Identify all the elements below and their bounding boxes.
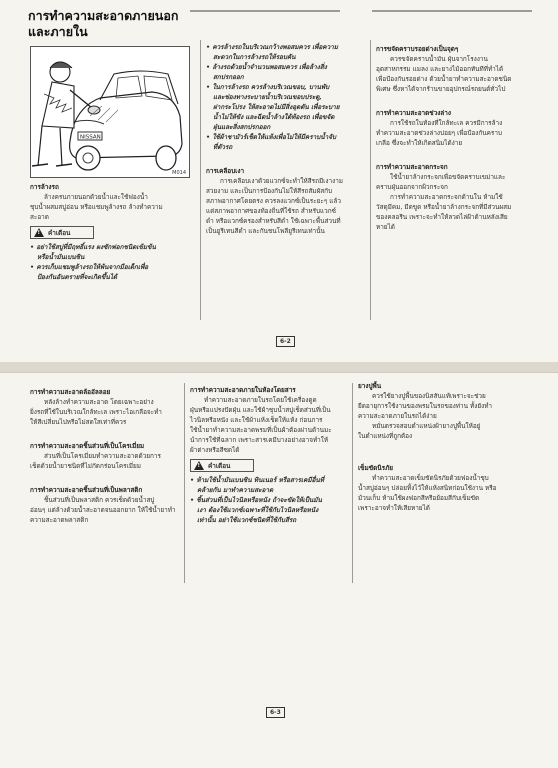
warning-box bbox=[190, 459, 254, 472]
warning-item-cont: ป้องกันอันตรายที่จะเกิดขึ้นได้ bbox=[37, 273, 118, 281]
glass-line: คราบฝุ่นออกจากผิวกระจก bbox=[376, 183, 448, 191]
wash-tip: • ควรล้างรถในบริเวณกว้างพอสมควร เพื่อความ bbox=[206, 43, 338, 51]
plastic-line: ชิ้นส่วนที่เป็นพลาสติก ควรเช็ดด้วยน้ำสบู่ bbox=[44, 496, 155, 504]
underbody-heading: การทำความสะอาดช่วงล่าง bbox=[376, 109, 451, 117]
page-number: 6-3 bbox=[266, 707, 285, 718]
polish-heading: การเคลือบเงา bbox=[206, 167, 245, 175]
interior-line: ฝุ่นหรือแปรงปัดฝุ่น และใช้ผ้าชุบน้ำสบู่เช็ดส่วนที่เป็น bbox=[190, 406, 331, 414]
warning-item-cont: หรือน้ำมันเบนซิน bbox=[37, 253, 85, 261]
floor-mat-line: ยืดอายุการใช้งานของพรมในรถของท่าน ทั้งยังทำ bbox=[358, 402, 492, 410]
right-column bbox=[358, 381, 536, 513]
warning-item-cont: เท่านั้น อย่าใช้แวกซ์ชนิดที่ใช้กับสีรถ bbox=[197, 516, 297, 524]
warning-item-cont: เงา ต้องใช้แวกซ์เฉพาะที่ใช้กับไวนิลหรือหนัง bbox=[197, 506, 319, 514]
car-wash-line: ชุบน้ำผสมสบู่อ่อน หรือแชมพูล้างรถ ล้างทำความ bbox=[30, 203, 163, 211]
glass-heading: การทำความสะอาดกระจก bbox=[376, 163, 448, 171]
rust-line: พิเศษ ซึ่งหาได้จากร้านขายอุปกรณ์รถยนต์ทั่วไป bbox=[376, 85, 506, 93]
chrome-heading: การทำความสะอาดชิ้นส่วนที่เป็นโครเมี่ยม bbox=[30, 442, 145, 450]
chrome-line: เช็ดด้วยน้ำยาชนิดที่ไม่กัดกร่อนโครเมี่ยม bbox=[30, 462, 141, 470]
interior-line: ทำความสะอาดภายในรถโดยใช้เครื่องดูด bbox=[204, 396, 317, 404]
svg-text:NISSAN: NISSAN bbox=[80, 134, 101, 141]
underbody-line: ทำความสะอาดช่วงล่างบ่อยๆ เพื่อป้องกันคราบ bbox=[376, 129, 502, 137]
wash-tip-cont: ฝุ่นและสิ่งสกปรกออก bbox=[213, 123, 271, 131]
warning-item: • ชิ้นส่วนที่เป็นไวนิลหรือหนัง ถ้าจะขัดให้เป็นมัน bbox=[190, 496, 322, 504]
chrome-line: ส่วนที่เป็นโครเมี่ยมทำความสะอาดด้วยการ bbox=[44, 452, 161, 460]
seat-belt-heading: เข็มขัดนิรภัย bbox=[358, 464, 394, 472]
column-divider bbox=[200, 40, 201, 320]
glass-line: การทำความสะอาดกระจกด้านใน ห้ามใช้ bbox=[390, 193, 503, 201]
manual-page-6-3 bbox=[0, 372, 558, 768]
column-divider bbox=[370, 40, 371, 320]
floor-mat-heading: ยางปูพื้น bbox=[358, 382, 382, 390]
glass-line: วัสดุมีคม, มีดขูด หรือน้ำยาล้างกระจกที่มีส่วนผสม bbox=[376, 203, 512, 211]
polish-line: สภาพอากาศโดยตรง ควรลงแวกซ์เป็นระยะๆ แล้ว bbox=[206, 197, 341, 205]
warning-item: • ห้ามใช้น้ำมันเบนซิน ทินเนอร์ หรือสารเคมีอื่นที่ bbox=[190, 476, 324, 484]
wash-tip: • ล้างรถด้วยน้ำจำนวนพอสมควร เพื่อล้างสิ่ง bbox=[206, 63, 327, 71]
title-rule-right bbox=[372, 10, 532, 12]
floor-mat-line: ความสะอาดภายในรถได้ง่าย bbox=[358, 412, 437, 420]
polish-line: เป็นยูรีเทนสีดำ และกันชนโพลียูรีเทนเท่านั้น bbox=[206, 227, 325, 235]
interior-heading: การทำความสะอาดภายในห้องโดยสาร bbox=[190, 386, 296, 394]
plastic-heading: การทำความสะอาดชิ้นส่วนที่เป็นพลาสติก bbox=[30, 486, 143, 494]
car-wash-illustration bbox=[30, 46, 190, 178]
wheel-line: ให้สีเปลี่ยนไปหรือไม่สดใสเท่าที่ควร bbox=[30, 418, 127, 426]
wash-tip-cont: สะดวกในการล้างรถให้รอบคัน bbox=[213, 53, 296, 61]
glass-line: ของคลอรีน เพราะจะทำให้ลวดไล่ฝ้าด้านหลังเสีย bbox=[376, 213, 508, 221]
underbody-line: เกลือ ซึ่งจะทำให้เกิดสนิมได้ง่าย bbox=[376, 139, 463, 147]
middle-column bbox=[206, 42, 366, 236]
interior-line: ผ้าต่างหรือสีซดได้ bbox=[190, 446, 240, 454]
car-wash-line: ล้างครบภายนอกด้วยน้ำและใช้ฟองน้ำ bbox=[44, 193, 148, 201]
wash-tip-cont: และช่องทางระบายน้ำบริเวณขอบประตู, bbox=[213, 93, 322, 101]
car-wash-heading: การล้างรถ bbox=[30, 183, 59, 191]
page-number: 6-2 bbox=[276, 336, 295, 347]
glass-line: หายได้ bbox=[376, 223, 395, 231]
middle-column bbox=[190, 385, 348, 525]
wheel-line: หลังล้างทำความสะอาด โดยเฉพาะอย่าง bbox=[44, 398, 154, 406]
interior-line: นำการใช้ที่ฉลาก เพราะสารเคมีบางอย่างอาจทำให้ bbox=[190, 436, 329, 444]
floor-mat-line: ในตำแหน่งที่ถูกต้อง bbox=[358, 432, 413, 440]
polish-line: แต่สภาพอากาศของท้องถิ่นที่ใช้รถ สำหรับแวกซ์ bbox=[206, 207, 336, 215]
car-wash-drawing bbox=[30, 46, 190, 178]
illustration-code: M014 bbox=[172, 170, 186, 176]
manual-page-6-2 bbox=[0, 0, 558, 362]
wash-tip-cont: น้ำไม่ให้ขัง และฉีดน้ำล้างใต้ท้องรถ เพื่อขจัด bbox=[213, 113, 335, 121]
underbody-line: การใช้รถในท้องที่ใกล้ทะเล ควรมีการล้าง bbox=[390, 119, 503, 127]
warning-item: • ควรเก็บแชมพูล้างรถให้พ้นจากมือเด็กเพื่อ bbox=[30, 263, 149, 271]
seat-belt-line: ทำความสะอาดเข็มขัดนิรภัยด้วยฟองน้ำชุบ bbox=[372, 474, 489, 482]
warning-label: คำเตือน bbox=[208, 461, 231, 470]
glass-line: ใช้น้ำยาล้างกระจกเพื่อขจัดคราบเขม่าและ bbox=[390, 173, 506, 181]
floor-mat-line: ควรใช้ยางปูพื้นของนิสสันแท้เพราะจะช่วย bbox=[372, 392, 486, 400]
right-column bbox=[376, 44, 536, 232]
floor-mat-line: หมั่นตรวจสอบตำแหน่งผ้ายางปูพื้นให้อยู่ bbox=[372, 422, 481, 430]
wheel-heading: การทำความสะอาดล้ออัลลอย bbox=[30, 388, 111, 396]
rust-line: เพื่อป้องกันรอยด่าง ด้วยน้ำยาทำความสะอาดชนิด bbox=[376, 75, 512, 83]
left-column bbox=[30, 387, 180, 525]
rust-heading: การขจัดคราบรอยด่างเป็นจุดๆ bbox=[376, 45, 459, 53]
seat-belt-line: ม้วนเก็บ ห้ามใช้ผงฟอกสีหรือย้อมสีกับเข็มขัด bbox=[358, 494, 480, 502]
warning-item: • อย่าใช้สบู่ที่มีฤทธิ์แรง ผงซักฟอกชนิดเข้มข้น bbox=[30, 243, 156, 251]
polish-line: การเคลือบเงาด้วยแวกซ์จะทำให้สีรถมีเงางาม bbox=[220, 177, 343, 185]
warning-item-cont: คล้ายกัน มาทำความสะอาด bbox=[197, 486, 274, 494]
wash-tip-cont: สกปรกออก bbox=[213, 73, 244, 81]
title-rule bbox=[190, 10, 340, 12]
wash-tip-cont: ฝากระโปรง ให้สะอาดไม่มีสิ่งอุดตัน เพื่อระบาย bbox=[213, 103, 340, 111]
wash-tip-cont: ที่ตัวรถ bbox=[213, 143, 233, 151]
plastic-line: อ่อนๆ แต่ล้างด้วยน้ำสะอาดจนออกยาก ให้ใช้น้ำยาทำ bbox=[30, 506, 176, 514]
warning-label: คำเตือน bbox=[48, 228, 71, 237]
page-title: การทำความสะอาดภายนอก และภายใน bbox=[28, 8, 179, 39]
wash-tip: • ใช้ผ้าชามัวร์เช็ดให้แห้งเพื่อไม่ให้มีคราบน้ำจับ bbox=[206, 133, 337, 141]
warning-triangle-icon: ! bbox=[34, 228, 44, 237]
seat-belt-line: น้ำสบู่อ่อนๆ ปล่อยทิ้งไว้ให้แห้งสนิทก่อนใช้งาน หรือ bbox=[358, 484, 497, 492]
interior-line: ไวนิลหรือหนัง และใช้ผ้าแห้งเช็ดให้แห้ง ก่อนการ bbox=[190, 416, 323, 424]
polish-line: ดำ หรือแวกซ์ครองสำหรับสีดำ ใช้เฉพาะพื้นส่วนที่ bbox=[206, 217, 341, 225]
seat-belt-line: เพราะอาจทำให้เสียหายได้ bbox=[358, 504, 430, 512]
page-gap bbox=[0, 362, 558, 372]
warning-box bbox=[30, 226, 94, 239]
plastic-line: ความสะอาดพลาสติก bbox=[30, 516, 89, 524]
column-divider bbox=[352, 383, 353, 583]
interior-line: ใช้น้ำยาทำความสะอาดพรมที่เป็นผ้าต้องผ่านด้านมะ bbox=[190, 426, 332, 434]
car-wash-line: สะอาด bbox=[30, 213, 49, 221]
warning-triangle-icon: ! bbox=[194, 461, 204, 470]
rust-line: ควรขจัดคราบน้ำมัน ฝุ่นจากโรงงาน bbox=[390, 55, 488, 63]
column-divider bbox=[184, 383, 185, 583]
polish-line: สวยงาม และเป็นการป้องกันไม่ให้สีรถสัมผัสกับ bbox=[206, 187, 333, 195]
left-column bbox=[30, 182, 192, 282]
wash-tip: • ในการล้างรถ ควรล้างบริเวณขอบ, บานพับ bbox=[206, 83, 330, 91]
wheel-line: ยิ่งรถที่ใช้ในบริเวณใกล้ทะเล เพราะไอเกลือจะทำ bbox=[30, 408, 162, 416]
rust-line: อุตสาหกรรม แมลง และยางไม้ออกทันทีที่ทำได้ bbox=[376, 65, 504, 73]
